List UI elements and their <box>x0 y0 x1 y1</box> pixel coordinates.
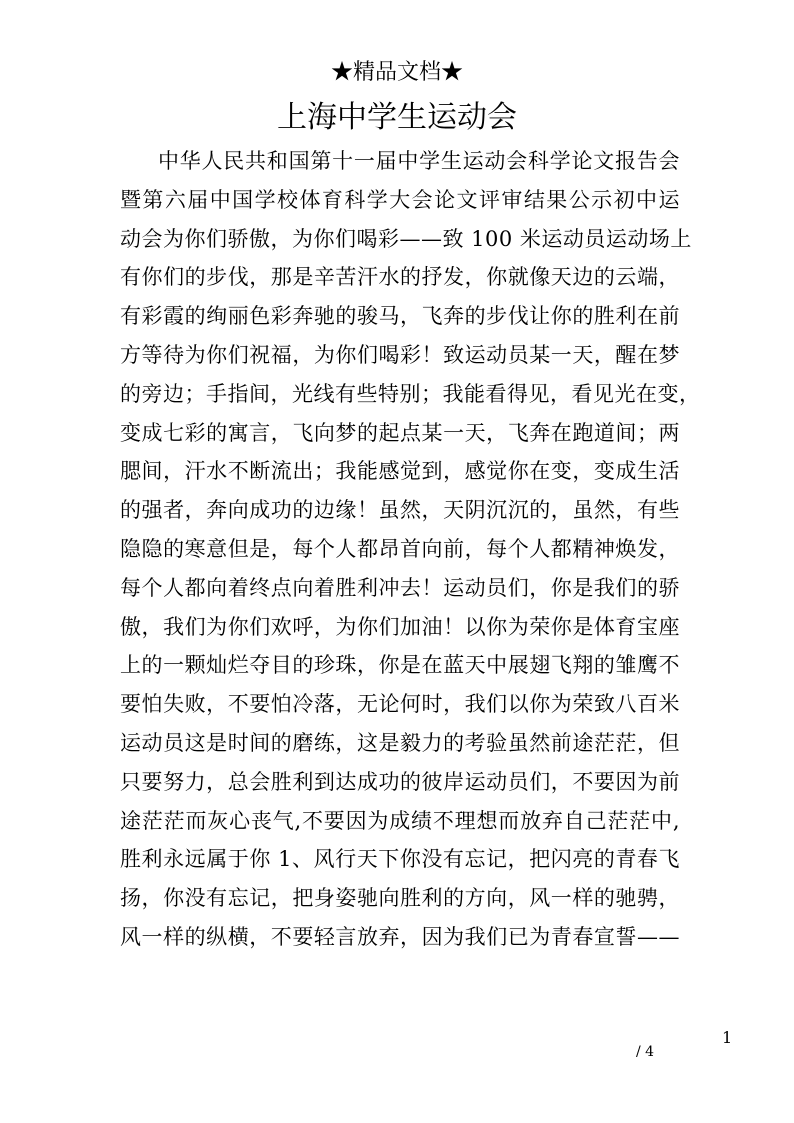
document-body <box>120 142 701 957</box>
body-line: 动会为你们骄傲，为你们喝彩——致 100 米运动员运动场上 <box>120 226 692 251</box>
body-line: 上的一颗灿烂夺目的珍珠，你是在蓝天中展翅飞翔的雏鹰不 <box>120 653 680 678</box>
document-title: 上海中学生运动会 <box>277 100 517 135</box>
page-total: / 4 <box>636 1044 655 1060</box>
body-line: 只要努力，总会胜利到达成功的彼岸运动员们，不要因为前 <box>120 769 680 794</box>
body-line: 风一样的纵横，不要轻言放弃，因为我们已为青春宣誓—— <box>120 924 680 949</box>
body-line: 胜利永远属于你 1、风行天下你没有忘记，把闪亮的青春飞 <box>120 847 680 872</box>
body-line: 方等待为你们祝福，为你们喝彩！致运动员某一天，醒在梦 <box>120 342 680 367</box>
body-line: 的强者，奔向成功的边缘！虽然，天阴沉沉的，虽然，有些 <box>120 498 680 523</box>
body-line: 的旁边；手指间，光线有些特别；我能看得见，看见光在变， <box>120 381 701 406</box>
body-line: 要怕失败，不要怕冷落，无论何时，我们以你为荣致八百米 <box>120 692 680 717</box>
body-line: 扬，你没有忘记，把身姿驰向胜利的方向，风一样的驰骋， <box>120 886 680 911</box>
page-number: 1 <box>722 1028 733 1047</box>
body-line: 有你们的步伐，那是辛苦汗水的抒发，你就像天边的云端， <box>120 265 680 290</box>
body-line: 运动员这是时间的磨练，这是毅力的考验虽然前途茫茫，但 <box>120 730 680 755</box>
body-line: 傲，我们为你们欢呼，为你们加油！以你为荣你是体育宝座 <box>120 614 680 639</box>
body-line: 隐隐的寒意但是，每个人都昂首向前，每个人都精神焕发， <box>120 536 680 561</box>
document-header-label: ★精品文档★ <box>330 60 463 85</box>
body-line: 中华人民共和国第十一届中学生运动会科学论文报告会 <box>158 149 680 173</box>
body-line: 暨第六届中国学校体育科学大会论文评审结果公示初中运 <box>120 187 680 212</box>
body-line: 途茫茫而灰心丧气,不要因为成绩不理想而放弃自己茫茫中, <box>120 808 680 833</box>
body-line: 每个人都向着终点向着胜利冲去！运动员们，你是我们的骄 <box>120 575 680 600</box>
body-line: 变成七彩的寓言，飞向梦的起点某一天，飞奔在跑道间；两 <box>120 420 680 445</box>
body-line: 腮间，汗水不断流出；我能感觉到，感觉你在变，变成生活 <box>120 459 680 484</box>
body-line: 有彩霞的绚丽色彩奔驰的骏马，飞奔的步伐让你的胜利在前 <box>120 304 680 329</box>
